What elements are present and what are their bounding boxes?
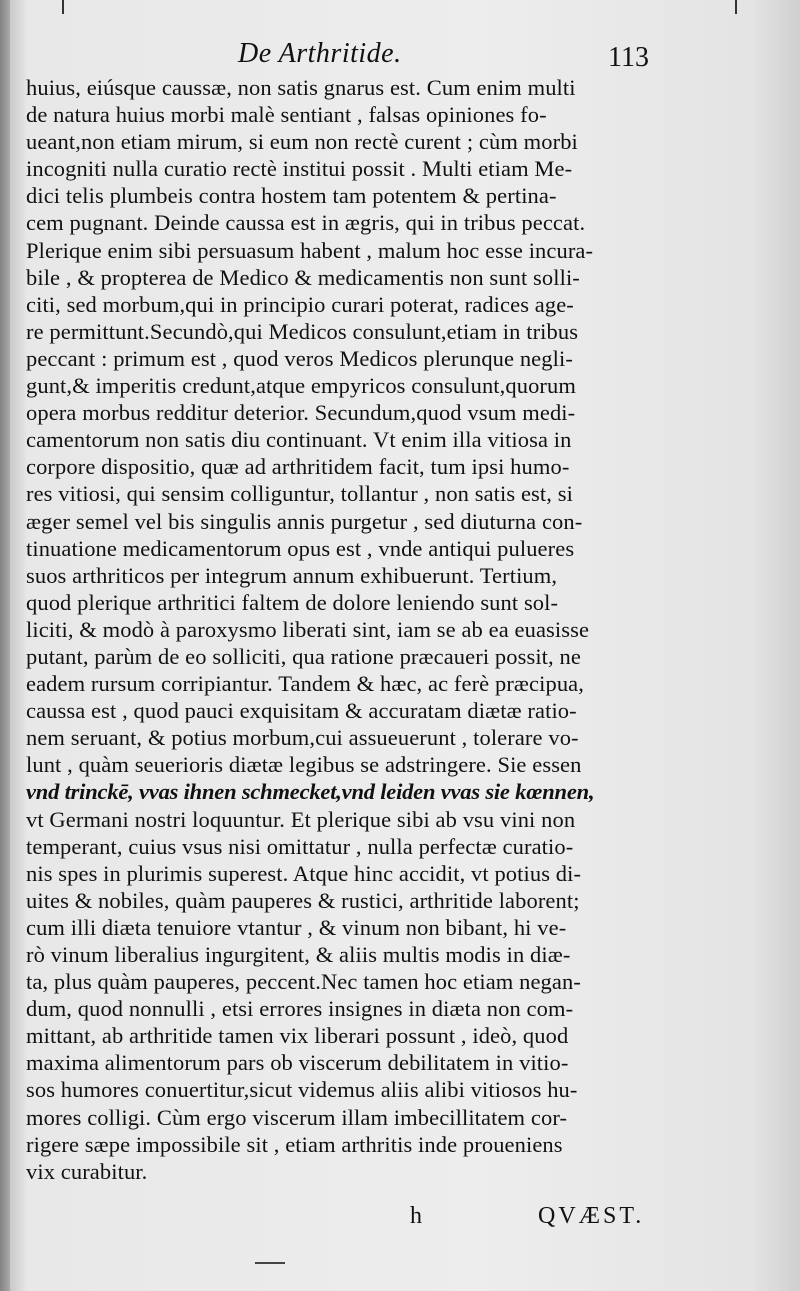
page-number: 113 [608, 42, 649, 73]
text-line: temperant, cuius vsus nisi omittatur , nulla perfectæ curatio- [26, 833, 574, 859]
text-line: eadem rursum corripiantur. Tandem & hæc, ac ferè præcipua, [26, 671, 584, 697]
text-line: æger semel vel bis singulis annis purgetur , sed diuturna con- [26, 508, 583, 534]
text-line: mittant, ab arthritide tamen vix liberari possunt , ideò, quod [26, 1023, 569, 1049]
text-line: citi, sed morbum,qui in principio curari poterat, radices age- [26, 291, 574, 317]
text-line: re permittunt.Secundò,qui Medicos consulunt,etiam in tribus [26, 318, 579, 344]
text-line: nem seruant, & potius morbum,cui assueuerunt , tolerare vo- [26, 725, 579, 751]
text-line: res vitiosi, qui sensim colliguntur, tollantur , non satis est, si [26, 481, 573, 507]
text-line: cum illi diæta tenuiore vtantur , & vinum non bibant, hi ve- [26, 914, 567, 940]
body-text [26, 74, 686, 1185]
text-line: bile , & propterea de Medico & medicamentis non sunt solli- [26, 264, 580, 290]
gutter-shadow [0, 0, 10, 1291]
catchword: QVÆST. [538, 1203, 645, 1229]
text-line: putant, parùm de eo solliciti, qua ratione præcaueri possit, ne [26, 643, 581, 669]
text-line: maxima alimentorum pars ob viscerum debilitatem in vitio- [26, 1050, 569, 1076]
text-line: gunt,& imperitis credunt,atque empyricos consulunt,quorum [26, 373, 576, 399]
text-line: tinuatione medicamentorum opus est , vnde antiqui pulueres [26, 535, 575, 561]
page-footer [0, 1203, 800, 1243]
text-line: uites & nobiles, quàm pauperes & rustici, arthritide laborent; [26, 887, 580, 913]
text-line: ueant,non etiam mirum, si eum non rectè curent ; cùm morbi [26, 129, 578, 155]
text-line: dum, quod nonnulli , etsi errores insignes in diæta non com- [26, 996, 574, 1022]
text-line: vix curabitur. [26, 1158, 148, 1184]
text-line: peccant : primum est , quod veros Medicos plerunque negli- [26, 345, 573, 371]
text-line: vt Germani nostri loquuntur. Et plerique sibi ab vsu vini non [26, 806, 576, 832]
text-line: ta, plus quàm pauperes, peccent.Nec tamen hoc etiam negan- [26, 969, 581, 995]
edge-mark [735, 0, 737, 14]
text-line: vnd trinckē, vvas ihnen schmecket,vnd leiden vvas sie kœnnen, [26, 779, 595, 805]
signature-mark: h [410, 1203, 422, 1229]
text-line: corpore dispositio, quæ ad arthritidem facit, tum ipsi humo- [26, 454, 570, 480]
text-line: lunt , quàm seuerioris diætæ legibus se adstringere. Sie essen [26, 752, 582, 778]
edge-mark [62, 0, 64, 14]
text-line: camentorum non satis diu continuant. Vt enim illa vitiosa in [26, 427, 572, 453]
running-title: De Arthritide. [238, 38, 402, 69]
text-line: mores colligi. Cùm ergo viscerum illam imbecillitatem cor- [26, 1104, 568, 1130]
page-header [0, 38, 800, 78]
text-line: nis spes in plurimis superest. Atque hinc accidit, vt potius di- [26, 860, 582, 886]
text-line: rigere sæpe impossibile sit , etiam arthritis inde proueniens [26, 1131, 563, 1157]
text-line: quod plerique arthritici faltem de dolore leniendo sunt sol- [26, 589, 559, 615]
text-line: cem pugnant. Deinde caussa est in ægris, qui in tribus peccat. [26, 210, 586, 236]
text-line: de natura huius morbi malè sentiant , falsas opiniones fo- [26, 102, 547, 128]
text-line: Plerique enim sibi persuasum habent , malum hoc esse incura- [26, 237, 594, 263]
text-line: incogniti nulla curatio rectè institui possit . Multi etiam Me- [26, 156, 573, 182]
text-line: suos arthriticos per integrum annum exhibuerunt. Tertium, [26, 562, 558, 588]
text-line: dici telis plumbeis contra hostem tam potentem & pertina- [26, 183, 557, 209]
text-line: rò vinum liberalius ingurgitent, & aliis multis modis in diæ- [26, 942, 571, 967]
text-line: liciti, & modò à paroxysmo liberati sint, iam se ab ea euasisse [26, 616, 590, 642]
text-line: huius, eiúsque caussæ, non satis gnarus est. Cum enim multi [26, 75, 576, 100]
bleed-through-mark [255, 1262, 285, 1264]
text-line: sos humores conuertitur,sicut videmus aliis alibi vitiosos hu- [26, 1077, 578, 1103]
text-line: caussa est , quod pauci exquisitam & accuratam diætæ ratio- [26, 698, 577, 724]
text-line: opera morbus redditur deterior. Secundum,quod vsum medi- [26, 400, 576, 426]
